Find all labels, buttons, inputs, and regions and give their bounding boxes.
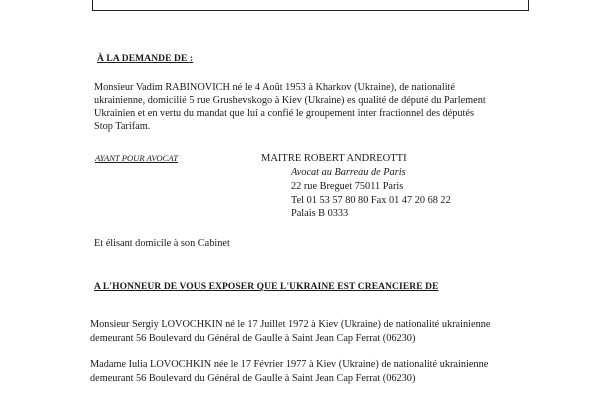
- lawyer-name: MAITRE ROBERT ANDREOTTI: [261, 153, 407, 164]
- paragraph-line: Monsieur Vadim RABINOVICH né le 4 Août 1953 à Kharkov (Ukraine), de nationalité: [94, 82, 455, 93]
- creditor-line: Madame Iulia LOVOCHKIN née le 17 Février 1977 à Kiev (Ukraine) de nationalité ukrainienne: [90, 359, 489, 370]
- paragraph-line: Ukrainien et en vertu du mandat que lui a confié le groupement inter fractionnel des députés: [94, 108, 474, 119]
- section-heading-creanciere: A L'HONNEUR DE VOUS EXPOSER QUE L'UKRAINE EST CREANCIERE DE: [94, 282, 439, 292]
- lawyer-palais: Palais B 0333: [291, 208, 349, 219]
- section-heading-demande: À LA DEMANDE DE :: [97, 54, 194, 64]
- creditor-line: demeurant 56 Boulevard du Général de Gaulle à Saint Jean Cap Ferrat (06230): [90, 373, 416, 384]
- domicile-line: Et élisant domicile à son Cabinet: [94, 238, 230, 249]
- lawyer-label: AYANT POUR AVOCAT: [95, 153, 179, 163]
- creditor-line: Monsieur Sergiy LOVOCHKIN né le 17 Juillet 1972 à Kiev (Ukraine) de nationalité ukrainienne: [90, 319, 491, 330]
- lawyer-address: 22 rue Breguet 75011 Paris: [291, 181, 404, 192]
- paragraph-line: ukrainienne, domicilié 5 rue Grushevskogo à Kiev (Ukraine) es qualité de député du Parlement: [94, 95, 486, 106]
- creditor-line: demeurant 56 Boulevard du Général de Gaulle à Saint Jean Cap Ferrat (06230): [90, 333, 416, 344]
- paragraph-line: Stop Tarifam.: [94, 121, 151, 132]
- lawyer-title: Avocat au Barreau de Paris: [291, 167, 406, 178]
- header-frame: [92, 0, 529, 11]
- lawyer-phone: Tel 01 53 57 80 80 Fax 01 47 20 68 22: [291, 195, 451, 206]
